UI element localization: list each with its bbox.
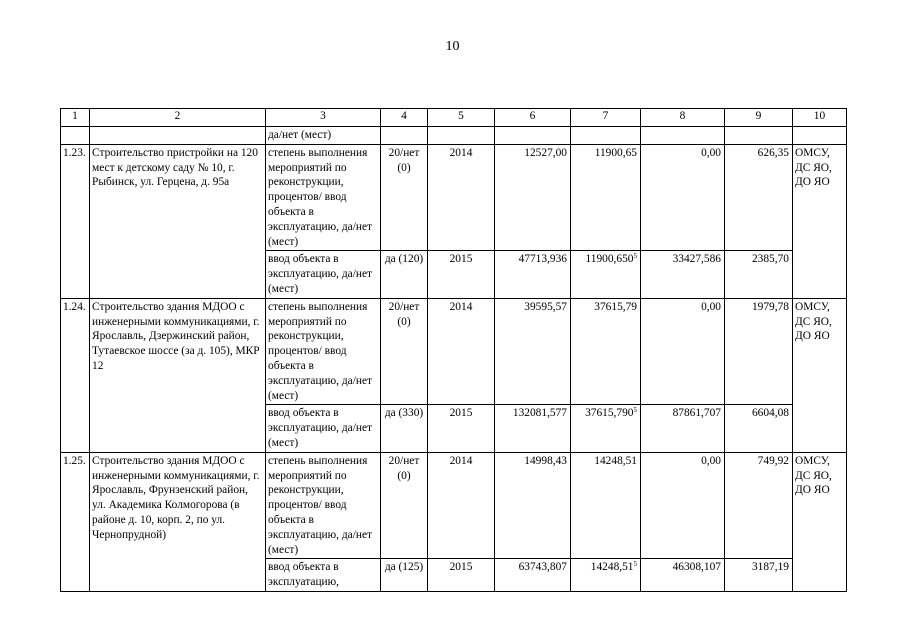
regional-value: 11900,650: [585, 253, 634, 266]
target-value: 20/нет (0): [381, 452, 428, 559]
table-row: [61, 452, 847, 559]
regional-cell: [571, 144, 641, 251]
program-table: [60, 108, 847, 592]
header-cell-10: 10: [793, 109, 847, 127]
table-row: [61, 298, 847, 405]
total-cell: 63743,807: [495, 559, 571, 592]
empty-cell: [725, 127, 793, 145]
regional-cell: [571, 251, 641, 298]
empty-cell: [571, 127, 641, 145]
local-cell: 626,35: [725, 144, 793, 251]
empty-cell: [495, 127, 571, 145]
indicator-cell: ввод объекта в эксплуатацию, да/нет (мест): [266, 251, 381, 298]
header-cell-9: 9: [725, 109, 793, 127]
local-cell: 6604,08: [725, 405, 793, 452]
target-value: 20/нет (0): [381, 144, 428, 251]
federal-cell: 0,00: [641, 144, 725, 251]
page-number: 10: [445, 39, 460, 54]
year-cell: 2015: [428, 559, 495, 592]
table-body: [61, 127, 847, 592]
total-cell: 14998,43: [495, 452, 571, 559]
table-row: [61, 144, 847, 251]
total-cell: 39595,57: [495, 298, 571, 405]
total-cell: 47713,936: [495, 251, 571, 298]
target-value: 20/нет (0): [381, 298, 428, 405]
indicator-cell: ввод объекта в эксплуатацию,: [266, 559, 381, 592]
executor-cell: ОМСУ, ДС ЯО, ДО ЯО: [793, 298, 847, 452]
target-value: да (330): [381, 405, 428, 452]
year-cell: 2015: [428, 251, 495, 298]
federal-cell: 0,00: [641, 298, 725, 405]
indicator-cell: степень выполнения мероприятий по реконструкции, процентов/ ввод объекта в эксплуатацию, да/нет (мест): [266, 298, 381, 405]
regional-cell: [571, 405, 641, 452]
total-cell: 132081,577: [495, 405, 571, 452]
empty-cell: [428, 127, 495, 145]
carry-over-row: [61, 127, 847, 145]
indicator-cell: да/нет (мест): [266, 127, 381, 145]
year-cell: 2015: [428, 405, 495, 452]
header-cell-5: 5: [428, 109, 495, 127]
item-name: Строительство пристройки на 120 мест к детскому саду № 10, г. Рыбинск, ул. Герцена, д. 95а: [90, 144, 266, 298]
federal-cell: 46308,107: [641, 559, 725, 592]
local-cell: 3187,19: [725, 559, 793, 592]
header-cell-1: 1: [61, 109, 90, 127]
regional-cell: [571, 452, 641, 559]
footnote-mark: 5: [633, 406, 637, 415]
target-value: да (125): [381, 559, 428, 592]
regional-value: 37615,79: [594, 300, 637, 313]
empty-cell: [61, 127, 90, 145]
local-cell: 2385,70: [725, 251, 793, 298]
empty-cell: [793, 127, 847, 145]
header-cell-2: 2: [90, 109, 266, 127]
executor-cell: ОМСУ, ДС ЯО, ДО ЯО: [793, 144, 847, 298]
federal-cell: 87861,707: [641, 405, 725, 452]
footnote-mark: 5: [633, 560, 637, 569]
empty-cell: [641, 127, 725, 145]
local-cell: 1979,78: [725, 298, 793, 405]
empty-cell: [381, 127, 428, 145]
header-cell-4: 4: [381, 109, 428, 127]
year-cell: 2014: [428, 452, 495, 559]
indicator-cell: ввод объекта в эксплуатацию, да/нет (мест): [266, 405, 381, 452]
regional-value: 14248,51: [590, 561, 634, 574]
item-name: Строительство здания МДОО с инженерными коммуникациями, г. Ярославль, Фрунзенский район, ул. Академика Колмогорова (в районе д. 10, корп. 2, по ул. Чернопрудной): [90, 452, 266, 591]
executor-cell: ОМСУ, ДС ЯО, ДО ЯО: [793, 452, 847, 591]
item-number: 1.23.: [61, 144, 90, 298]
target-value: да (120): [381, 251, 428, 298]
footnote-mark: 5: [633, 252, 637, 261]
regional-cell: [571, 298, 641, 405]
item-number: 1.24.: [61, 298, 90, 452]
regional-value: 37615,790: [585, 407, 634, 420]
header-cell-3: 3: [266, 109, 381, 127]
item-number: 1.25.: [61, 452, 90, 591]
total-cell: 12527,00: [495, 144, 571, 251]
header-cell-7: 7: [571, 109, 641, 127]
federal-cell: 33427,586: [641, 251, 725, 298]
empty-cell: [90, 127, 266, 145]
header-cell-6: 6: [495, 109, 571, 127]
local-cell: 749,92: [725, 452, 793, 559]
year-cell: 2014: [428, 144, 495, 251]
header-cell-8: 8: [641, 109, 725, 127]
header-row: [61, 109, 847, 127]
regional-cell: [571, 559, 641, 592]
regional-value: 11900,65: [594, 146, 637, 159]
federal-cell: 0,00: [641, 452, 725, 559]
indicator-cell: степень выполнения мероприятий по реконструкции, процентов/ ввод объекта в эксплуатацию, да/нет (мест): [266, 452, 381, 559]
indicator-cell: степень выполнения мероприятий по реконструкции, процентов/ ввод объекта в эксплуатацию, да/нет (мест): [266, 144, 381, 251]
regional-value: 14248,51: [594, 454, 637, 467]
year-cell: 2014: [428, 298, 495, 405]
item-name: Строительство здания МДОО с инженерными коммуникациями, г. Ярославль, Дзержинский район, Тутаевское шоссе (за д. 105), МКР 12: [90, 298, 266, 452]
